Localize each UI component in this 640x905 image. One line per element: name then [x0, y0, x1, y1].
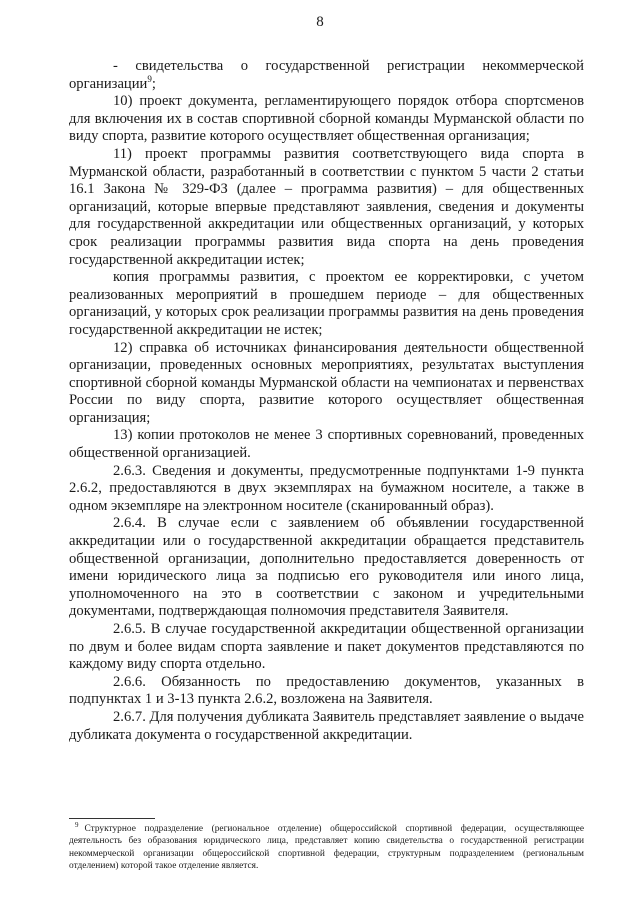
paragraph-2-6-5: 2.6.5. В случае государственной аккредитации общественной организации по двум и более видам спорта заявление и пакет документов представляются по каждому виду спорта отдельно.	[69, 621, 584, 673]
paragraph-2-6-6: 2.6.6. Обязанность по предоставлению документов, указанных в подпунктах 1 и 3-13 пункта 2.6.2, возложена на Заявителя.	[69, 673, 584, 708]
paragraph-text: - свидетельства о государственной регистрации некоммерческой организации	[69, 58, 584, 92]
paragraph-item-10: 10) проект документа, регламентирующего порядок отбора спортсменов для включения их в состав спортивной сборной команды Мурманской области по виду спорта, развитие которого осуществляет общественная организация;	[69, 93, 584, 145]
paragraph-item-11: 11) проект программы развития соответствующего вида спорта в Мурманской области, разработанный в соответствии с пунктом 5 части 2 статьи 16.1 Закона № 329-ФЗ (далее – программа развития) – для общественных организаций, которые впервые представляют заявления, сведения и документы для государственной аккредитации или общественных организаций, у которых срок реализации программы развития вида спорта на день проведения государственной аккредитации истек;	[69, 145, 584, 268]
footnote-paragraph	[69, 820, 584, 873]
paragraph-item-12: 12) справка об источниках финансирования деятельности общественной организации, проведенных основных мероприятиях, результатах выступления спортивной сборной команды Мурманской области на чемпионатах и первенствах России по виду спорта, развитие которого осуществляет общественная организация;	[69, 339, 584, 426]
footnote-mark: 9	[75, 820, 79, 829]
paragraph-text-tail: ;	[151, 75, 156, 92]
paragraph-certificate	[69, 58, 584, 93]
footnote	[69, 820, 584, 873]
paragraph-program-copy: копия программы развития, с проектом ее корректировки, с учетом реализованных мероприятий в прошедшем периоде – для общественных организаций, у которых срок реализации программы развития на день проведения государственной аккредитации не истек;	[69, 269, 584, 338]
paragraph-2-6-4: 2.6.4. В случае если с заявлением об объявлении государственной аккредитации или о государственной аккредитации обращается представитель общественной организации, дополнительно предоставляется доверенность от имени юридического лица за подписью его руководителя или иного лица, уполномоченного на это в соответствии с законом и учредительными документами, подтверждающая полномочия представителя Заявителя.	[69, 515, 584, 620]
document-body	[69, 58, 584, 744]
page-number: 8	[316, 14, 324, 30]
footnote-reference: 9	[147, 73, 152, 84]
footnote-text: Структурное подразделение (региональное отделение) общероссийской спортивной федерации, осуществляющее деятельность без образования юридического лица, представляет копию свидетельства о государственной регистрации некоммерческой организации общероссийской спортивной федерации, структурным подразделением (региональным отделением) которой такое отделение является.	[69, 824, 584, 872]
paragraph-item-13: 13) копии протоколов не менее 3 спортивных соревнований, проведенных общественной организацией.	[69, 427, 584, 462]
footnote-divider	[69, 818, 155, 819]
paragraph-2-6-7: 2.6.7. Для получения дубликата Заявитель представляет заявление о выдаче дубликата документа о государственной аккредитации.	[69, 708, 584, 743]
paragraph-2-6-3: 2.6.3. Сведения и документы, предусмотренные подпунктами 1-9 пункта 2.6.2, предоставляются в двух экземплярах на бумажном носителе, а также в одном экземпляре на электронном носителе (сканированный образ).	[69, 462, 584, 514]
